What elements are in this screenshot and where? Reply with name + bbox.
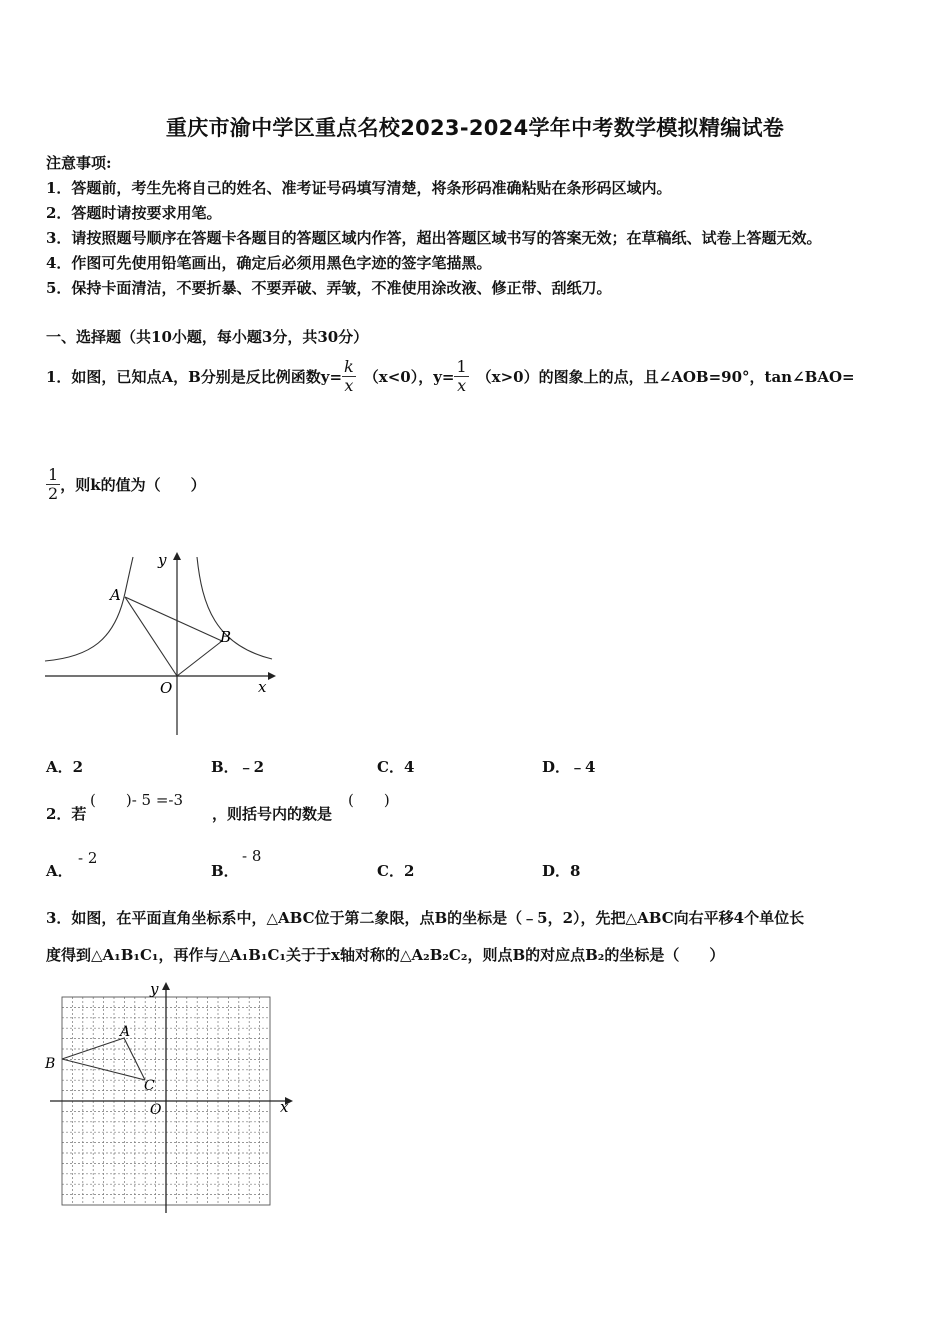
fraction-denominator: 2 [48, 483, 59, 503]
point-B-label: B [45, 1056, 56, 1072]
q2-option-d: D．8 [542, 862, 581, 880]
segment-OB [177, 641, 222, 676]
q2-option-c: C．2 [377, 862, 415, 880]
section-heading: 一、选择题（共10小题，每小题3分，共30分） [46, 328, 369, 346]
x-axis-arrow [268, 672, 276, 680]
note-item: 2．答题时请按要求用笔。 [46, 204, 222, 222]
q3-coordinate-grid [40, 978, 300, 1218]
q2-prefix: 2．若 [46, 805, 87, 823]
point-C-label: C [144, 1078, 155, 1094]
fraction-1-over-x [454, 358, 468, 395]
origin-label: O [160, 679, 173, 697]
right-hyperbola-branch [197, 557, 272, 659]
page-title: 重庆市渝中学区重点名校2023-2024学年中考数学模拟精编试卷 [165, 116, 785, 140]
q2-option-b-label: B． [211, 862, 239, 880]
origin-label: O [150, 1102, 162, 1118]
question-1-stem-cont [46, 462, 206, 506]
q1-option-c: C．4 [377, 758, 415, 776]
q1-option-a: A．2 [46, 758, 84, 776]
x-axis-label: x [280, 1098, 289, 1116]
q1-prefix: 1．如图，已知点A，B分别是反比例函数y= [46, 367, 343, 386]
q1-function-graph [40, 545, 280, 740]
notes-heading: 注意事项: [46, 154, 112, 172]
fraction-denominator: x [457, 375, 467, 395]
q2-option-a-label: A． [46, 862, 73, 880]
q2-parentheses: ( ) [348, 791, 390, 809]
q1-option-d: D．﹣4 [542, 758, 596, 776]
fraction-1-over-2 [46, 466, 60, 503]
y-axis-label: y [150, 980, 159, 998]
fraction-numerator: 1 [48, 464, 59, 484]
point-B-label: B [220, 628, 232, 646]
q1-suffix: ，则k的值为（ ） [60, 475, 206, 494]
q1-option-b: B．﹣2 [211, 758, 265, 776]
note-item: 4．作图可先使用铅笔画出，确定后必须用黑色字迹的签字笔描黑。 [46, 254, 492, 272]
question-1-stem [46, 354, 855, 398]
point-A-label: A [120, 1024, 131, 1040]
y-axis-label: y [158, 551, 167, 569]
note-item: 5．保持卡面清洁，不要折暴、不要弄破、弄皱，不准使用涂改液、修正带、刮纸刀。 [46, 279, 612, 297]
y-axis-arrow [162, 982, 170, 990]
fraction-k-over-x [342, 358, 356, 395]
x-axis-label: x [258, 678, 267, 696]
q2-suffix: ，则括号内的数是 [212, 805, 333, 823]
fraction-numerator: k [344, 356, 354, 376]
q3-line-2: 度得到△A₁B₁C₁，再作与△A₁B₁C₁关于于x轴对称的△A₂B₂C₂，则点B的对应点B₂的坐标是（ ） [46, 946, 725, 964]
point-A-label: A [110, 586, 121, 604]
q3-line-1: 3．如图，在平面直角坐标系中，△ABC位于第二象限，点B的坐标是（﹣5，2），先把△ABC向右平移4个单位长 [46, 909, 805, 927]
y-axis-arrow [173, 552, 181, 560]
q1-cond2: （x>0）的图象上的点，且∠AOB=90°，tan∠BAO= [476, 367, 855, 386]
note-item: 3．请按照题号顺序在答题卡各题目的答题区域内作答，超出答题区域书写的答案无效；在草稿纸、试卷上答题无效。 [46, 229, 822, 247]
q2-expression: ( )- 5 =-3 [90, 791, 184, 809]
q2-option-a-value: - 2 [78, 849, 98, 867]
fraction-numerator: 1 [456, 356, 467, 376]
q2-option-b-value: - 8 [242, 847, 262, 865]
note-item: 1．答题前，考生先将自己的姓名、准考证号码填写清楚，将条形码准确粘贴在条形码区域内。 [46, 179, 672, 197]
left-hyperbola-branch [45, 557, 133, 661]
q1-cond1: （x<0），y= [363, 367, 455, 386]
fraction-denominator: x [344, 375, 354, 395]
